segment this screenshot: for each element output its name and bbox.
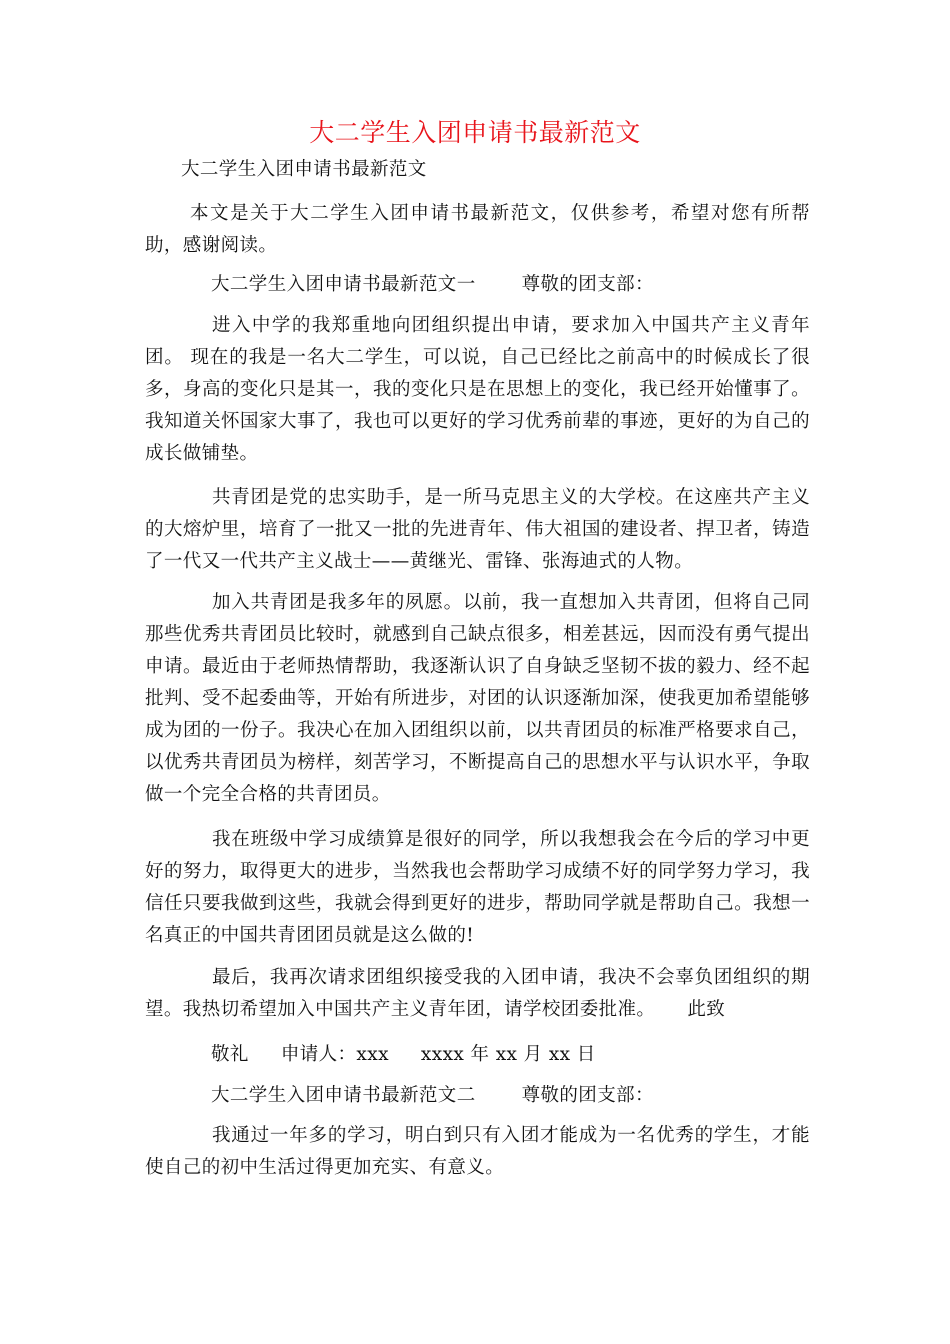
section1-heading: 大二学生入团申请书最新范文一 xyxy=(211,274,476,295)
section2-heading: 大二学生入团申请书最新范文二 xyxy=(211,1085,476,1106)
section2-heading-line xyxy=(211,1084,654,1108)
section1-salutation: 尊敬的团支部： xyxy=(521,274,654,295)
paragraph-5-block xyxy=(145,962,810,1026)
closing-text: 此致 xyxy=(687,999,726,1020)
section2-salutation: 尊敬的团支部： xyxy=(521,1085,654,1106)
document-subtitle: 大二学生入团申请书最新范文 xyxy=(181,159,427,180)
paragraph-5: 最后，我再次请求团组织接受我的入团申请，我决不会辜负团组织的期望。我热切希望加入中国共产主义青年团，请学校团委批准。 xyxy=(145,967,810,1020)
paragraph-4: 我在班级中学习成绩算是很好的同学，所以我想我会在今后的学习中更好的努力，取得更大的进步，当然我也会帮助学习成绩不好的同学努力学习，我信任只要我做到这些，我就会得到更好的进步，帮助同学就是帮助自己。我想一名真正的中国共青团团员就是这么做的! xyxy=(145,829,810,946)
applicant-text: 申请人：xxx xyxy=(280,1044,389,1065)
document-title: 大二学生入团申请书最新范文 xyxy=(309,118,641,147)
section1-heading-line xyxy=(211,273,654,297)
intro-paragraph: 本文是关于大二学生入团申请书最新范文，仅供参考，希望对您有所帮助，感谢阅读。 xyxy=(145,203,810,256)
paragraph-2: 共青团是党的忠实助手，是一所马克思主义的大学校。在这座共产主义的大熔炉里，培育了一批又一批的先进青年、伟大祖国的建设者、捍卫者，铸造了一代又一代共产主义战士——黄继光、雷锋、张海迪式的人物。 xyxy=(145,487,810,572)
paragraph-1: 进入中学的我郑重地向团组织提出申请，要求加入中国共产主义青年团。 现在的我是一名大二学生，可以说，自己已经比之前高中的时候成长了很多，身高的变化只是其一，我的变化只是在思想上的变化，我已经开始懂事了。我知道关怀国家大事了，我也可以更好的学习优秀前辈的事迹，更好的为自己的成长做铺垫。 xyxy=(145,315,810,464)
date-text: xxxx 年 xx 月 xx 日 xyxy=(420,1044,596,1065)
paragraph-6: 我通过一年多的学习，明白到只有入团才能成为一名优秀的学生，才能使自己的初中生活过得更加充实、有意义。 xyxy=(145,1125,810,1178)
signature-line xyxy=(211,1043,596,1067)
paragraph-3: 加入共青团是我多年的夙愿。以前，我一直想加入共青团，但将自己同那些优秀共青团员比较时，就感到自己缺点很多，相差甚远，因而没有勇气提出申请。最近由于老师热情帮助，我逐渐认识了自身缺乏坚韧不拔的毅力、经不起批判、受不起委曲等，开始有所进步，对团的认识逐渐加深，使我更加希望能够成为团的一份子。我决心在加入团组织以前，以共青团员的标准严格要求自己，以优秀共青团员为榜样，刻苦学习，不断提高自己的思想水平与认识水平，争取做一个完全合格的共青团员。 xyxy=(145,592,810,805)
regards-text: 敬礼 xyxy=(211,1044,249,1065)
